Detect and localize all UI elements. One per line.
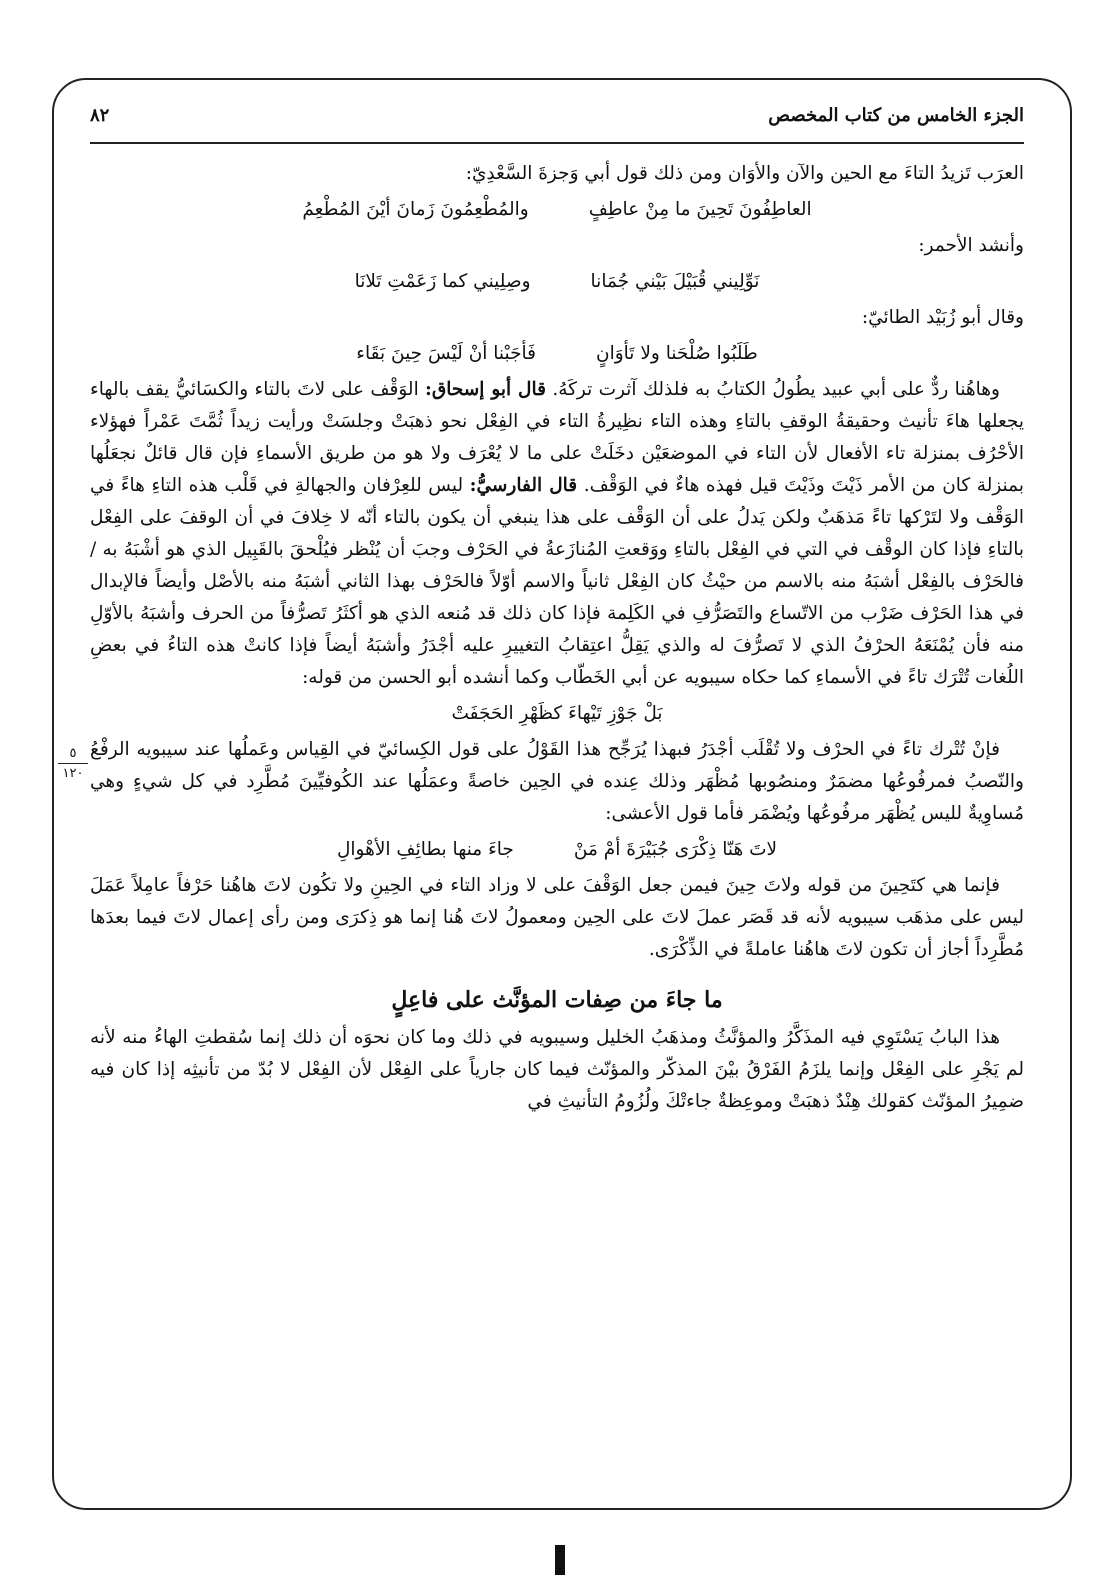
paragraph-text: وهاهُنا ردٌّ على أبي عبيد يطُولُ الكتابُ به فلذلك آثرت تركَهُ.: [552, 379, 1000, 400]
paragraph: وأنشد الأحمر:: [918, 235, 1024, 256]
margin-note: [58, 746, 88, 781]
paragraph: فإنْ تُتْرك تاءً في الحرْف ولا تُقْلَب أجْدَرُ فبهذا يُرَجِّح هذا القَوْلُ على قول الكِسائيّ في القِياس وعَملُها عند سيبويه الرفْعُ والنّصبُ فمرفُوعُها مضمَرٌ ومنصُوبها مُظْهَر وذلك عِنده في الحِين خاصةً وعمَلُها عند الكُوفيِّينَ مُطَّرِد في كل شيءٍ وهي مُساوِيةٌ لليس يُظْهَر مرفُوعُها ويُضْمَر فأما قول الأعشى:: [90, 739, 1024, 824]
verse: [90, 338, 1024, 370]
paragraph: هذا البابُ يَسْتَوِي فيه المذَكَّرُ والمؤنَّثُ ومذهَبُ الخليل وسيبويه في ذلك وما كان نحوَه أن ذلك إنما سُقطتِ الهاءُ منه لأنه لم يَجْرِ على الفِعْل وإنما يلزَمُ الفَرْقُ بيْنَ المذكّر والمؤنّث فيما كان جارياً على الفِعْل لأن الفِعْل لا بُدّ من تأنيثِه إذا كان فيه ضمِيرُ المؤنّث كقولك هِنْدٌ ذهبَتْ وموعِظةٌ جاءتْكَ ولُزُومُ التأنيثِ في: [90, 1027, 1024, 1112]
header-rule: [90, 142, 1024, 144]
verse-hemistich-b: جاءَ منها بطائِفِ الأهْوالِ: [336, 839, 514, 860]
verse: [90, 698, 1024, 730]
verse-hemistich-b: وصِلِيني كما زَعَمْتِ تَلانَا: [354, 271, 531, 292]
verse: [90, 266, 1024, 298]
verse-hemistich-a: طَلَبُوا صُلْحَنا ولا تَأوَانٍ: [596, 343, 758, 364]
paragraph-text: ليس للعِرْفان والجهالةِ في قَلْب هذه التاءِ هاءً في الوَقْف ولا لتَرْكها تاءً مَذهَبٌ ولكن يَدلُ على أن الوَقْف على هذا ينبغي أن يكون بالتاء أنّه لا خِلافَ في أن الوقفَ على الفِعْل بالتاءِ فإذا كان الوقْف في التي في الفِعْل بالتاءِ ووَقعتِ المُنازَعةُ في الحَرْف وجبَ أن يُنْظر فيُلْحقَ بالقَبِيل الذي هو أشْبَهُ به /فالحَرْف بالفِعْل أشبَهُ منه بالاسم من حيْثُ كان الفِعْل ثانياً والاسم أوّلاً فالحَرْف بهذا الثاني أشبَهُ منه بالأصْل وأيضاً فالإبدال في هذا الحَرْف ضَرْب من الاتّساع والتَصَرُّفِ في الكَلِمة فإذا كان ذلك قد مُنعه الذي هو أكثَرُ تَصرُّفاً من الحرف وأشبَهُ بالأوّلِ منه فأن يُمْنَعَهُ الحرْفُ الذي لا تَصرُّفَ له والذي يَقِلُّ اعتِقابُ التغييرِ عليه أجْدَرُ وأشبَهُ أيضاً فإذا كانتْ هذه التاءُ في بعضِ اللُغات تُتْرَك تاءً في الأسماءِ كما حكاه سيبويه عن أبي الخَطّاب وكما أنشده أبو الحسن من قوله:: [90, 475, 1024, 688]
margin-note-bottom: ١٢٠: [62, 766, 84, 781]
section-title: ما جاءَ من صِفات المؤنَّث على فاعِلٍ: [391, 987, 723, 1013]
speaker-label: قال أبو إسحاق:: [425, 379, 546, 400]
margin-note-top: ٥: [69, 746, 77, 761]
verse-hemistich-a: لاتَ هَنّا ذِكْرَى جُبَيْرَةَ أمْ مَنْ: [573, 839, 778, 860]
verse-hemistich-b: والمُطْعِمُونَ زَمانَ أيْنَ المُطْعِمُ: [302, 199, 529, 220]
verse-hemistich-b: فَأجَبْنا أنْ لَيْسَ حِينَ بَقَاء: [356, 343, 537, 364]
paragraph: العرَب تَزيدُ التاءَ مع الحين والآن والأوَان ومن ذلك قول أبي وَجزةَ السَّعْدِيّ:: [465, 163, 1024, 184]
scan-mark: [555, 1545, 565, 1575]
margin-note-divider: [58, 763, 88, 764]
verse-line: بَلْ جَوْزِ تَيْهاءَ كظَهْرِ الحَجَفَتْ: [451, 703, 663, 724]
speaker-label: قال الفارسيُّ:: [469, 475, 578, 496]
book-title: الجزء الخامس من كتاب المخصص: [768, 104, 1024, 126]
paragraph: فإنما هي كتَحِينَ من قوله ولاتَ حِينَ فيمن جعل الوَقْفَ على لا وزاد التاء في الحِينِ ولا تكُون لاتَ هاهُنا حَرْفاً عامِلاً عَمَلَ ليس على مذهَب سيبويه لأنه قد قَصَر عملَ لاتَ على الحِين ومعمولُ لاتَ هُنا إنما هو ذِكرَى ومن رأى إعمال لاتَ فيما بعدَها مُطَّرِداً أجاز أن تكون لاتَ هاهُنا عاملةً في الذِّكْرَى.: [90, 875, 1024, 960]
page-body: [90, 158, 1024, 1118]
paragraph: [90, 374, 1024, 694]
verse-hemistich-a: العاطِفُونَ تَحِينَ ما مِنْ عاطِفٍ: [588, 199, 812, 220]
paragraph: وقال أبو زُبَيْد الطائيّ:: [861, 307, 1024, 328]
verse-hemistich-a: نَوِّلِيني قُبَيْلَ بَيْني جُمَانا: [590, 271, 760, 292]
verse: [90, 194, 1024, 226]
running-header: [90, 95, 1024, 135]
paragraph-text: الوَقْف على لاتَ بالتاء والكسَائيُّ يقف بالهاء يجعلها هاءَ تأنيث وحقيقةُ الوقفِ بالتاءِ وهذه التاء نظِيرةُ التاء في الفِعْل نحو ذهبَتْ وجلسَتْ ورأيت زيداً ثُمَّتَ عَمْراً فهؤلاء الأحْرُف بمنزلة تاء الأفعال لأن التاء في الموضعَيْن دخَلَتْ على ما لا يُعْرَف ولا هو من طريق الأسماءِ فإن قال قائلٌ نجعَلُها بمنزلة كان من الأمر ذَيْتَ وذَيْتَ قيل فهذه هاءٌ في الوَقْف.: [90, 379, 1024, 496]
verse: [90, 834, 1024, 866]
page-number: ٨٢: [90, 104, 110, 126]
